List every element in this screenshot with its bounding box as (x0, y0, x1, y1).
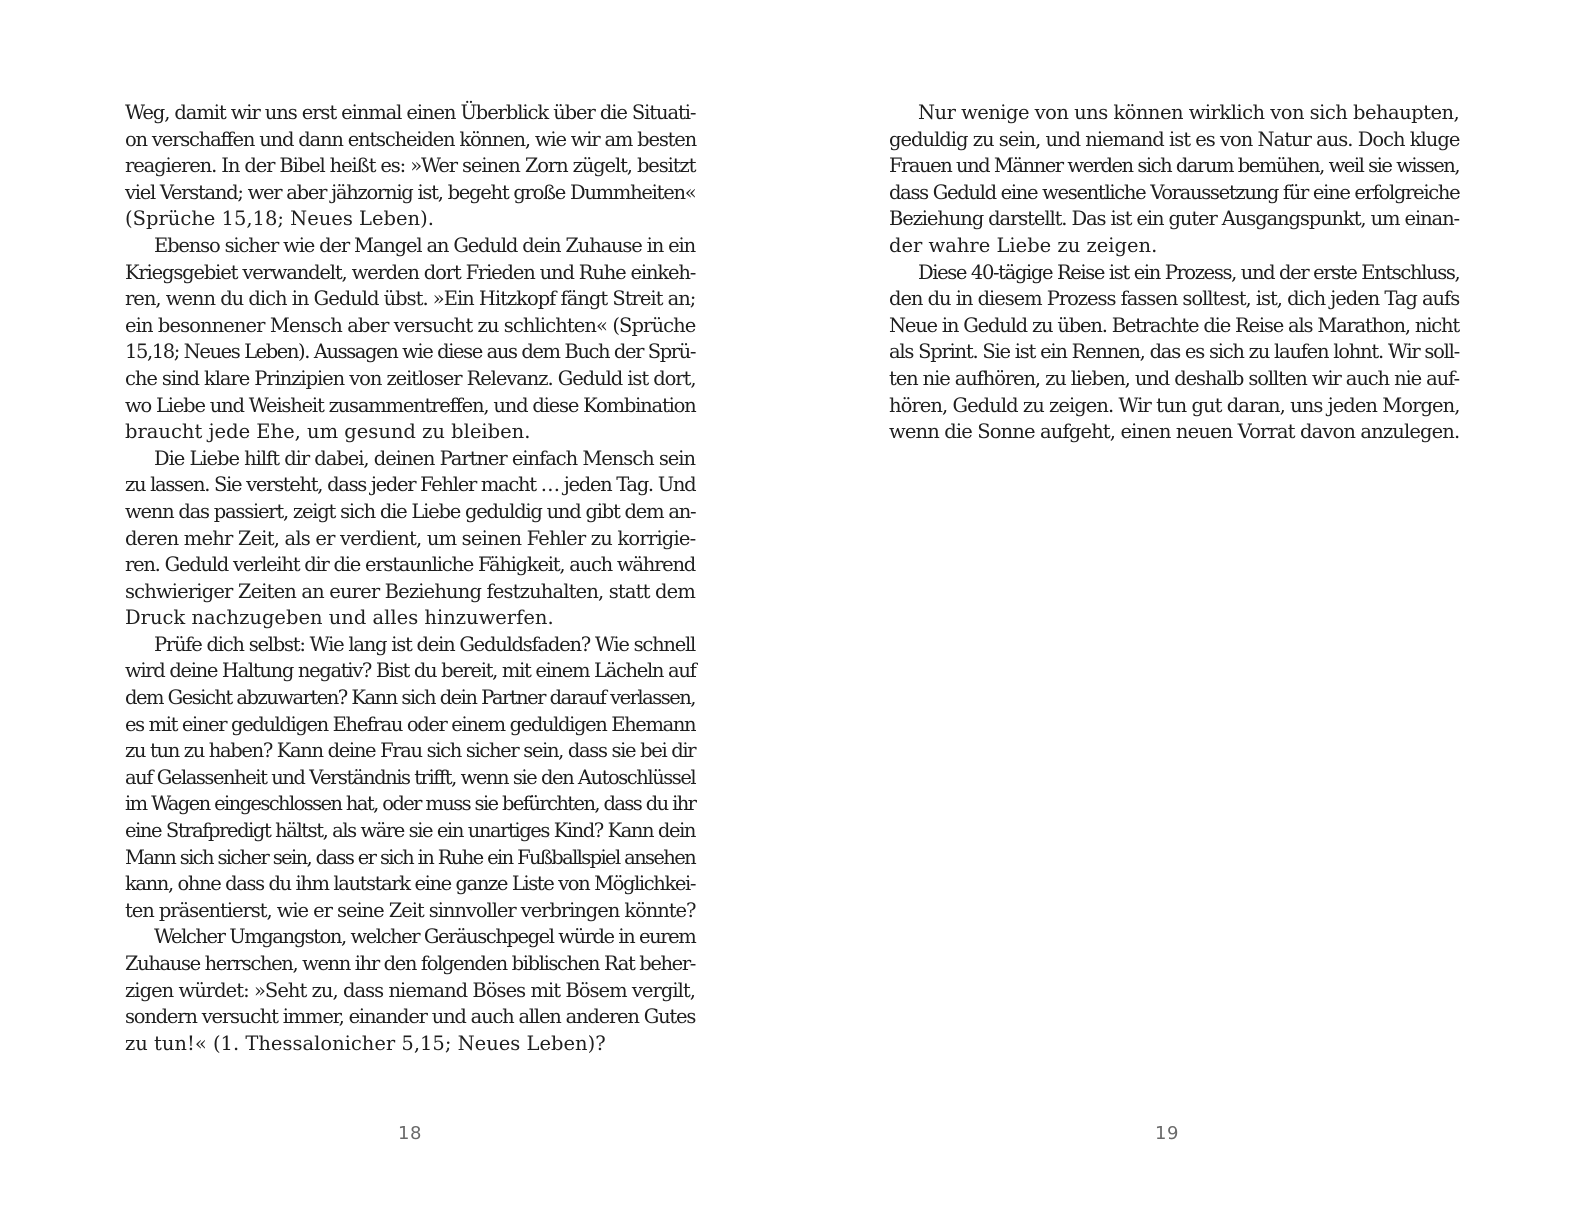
text-line: ten nie aufhören, zu lieben, und deshalb sollten wir auch nie auf- (889, 366, 1459, 390)
text-line: ten präsentierst, wie er seine Zeit sinnvoller verbringen könnte? (125, 898, 696, 922)
right-page (797, 0, 1594, 1211)
text-line: reagieren. In der Bibel heißt es: »Wer seinen Zorn zügelt, besitzt (125, 154, 696, 178)
text-line: auf Gelassenheit und Verständnis trifft, wenn sie den Autoschlüssel (125, 765, 696, 789)
text-line: hören, Geduld zu zeigen. Wir tun gut daran, uns jeden Morgen, (889, 393, 1460, 417)
text-line: Diese 40-tägige Reise ist ein Prozess, und der erste Entschluss, (918, 260, 1460, 284)
text-line: 15,18; Neues Leben). Aussagen wie diese aus dem Buch der Sprü- (125, 340, 695, 364)
text-line: dem Gesicht abzuwarten? Kann sich dein Partner darauf verlassen, (125, 686, 695, 710)
text-line: sondern versucht immer, einander und auch allen anderen Gutes (125, 1005, 696, 1029)
text-line: Prüfe dich selbst: Wie lang ist dein Geduldsfaden? Wie schnell (154, 632, 695, 656)
paragraph (125, 924, 695, 1057)
text-line: Frauen und Männer werden sich darum bemühen, weil sie wissen, (889, 154, 1460, 178)
text-line: Druck nachzugeben und alles hinzuwerfen. (125, 606, 554, 630)
text-line: als Sprint. Sie ist ein Rennen, das es sich zu laufen lohnt. Wir soll- (889, 340, 1459, 364)
text-line: Neue in Geduld zu üben. Betrachte die Reise als Marathon, nicht (889, 313, 1459, 337)
text-line: ren. Geduld verleiht dir die erstaunliche Fähigkeit, auch während (125, 553, 695, 577)
right-page-text (889, 100, 1459, 446)
text-line: wenn die Sonne aufgeht, einen neuen Vorrat davon anzulegen. (889, 420, 1460, 444)
text-line: den du in diesem Prozess fassen solltest, ist, dich jeden Tag aufs (889, 287, 1460, 311)
text-line: ren, wenn du dich in Geduld übst. »Ein Hitzkopf fängt Streit an; (125, 287, 696, 311)
text-line: Zuhause herrschen, wenn ihr den folgenden biblischen Rat beher- (125, 952, 695, 975)
text-line: zu tun zu haben? Kann deine Frau sich sicher sein, dass sie bei dir (125, 739, 696, 763)
text-line: dass Geduld eine wesentliche Voraussetzung für eine erfolgreiche (889, 180, 1460, 204)
text-line: (Sprüche 15,18; Neues Leben). (125, 207, 434, 231)
paragraph (889, 100, 1459, 260)
text-line: zigen würdet: »Seht zu, dass niemand Böses mit Bösem vergilt, (125, 978, 695, 1002)
text-line: geduldig zu sein, und niemand ist es von Natur aus. Doch kluge (889, 127, 1460, 151)
text-line: kann, ohne dass du ihm lautstark eine ganze Liste von Möglichkei- (125, 872, 696, 896)
page-number-right: 19 (1155, 1123, 1179, 1144)
text-line: es mit einer geduldigen Ehefrau oder einem geduldigen Ehemann (125, 712, 696, 736)
page-number-left: 18 (398, 1123, 422, 1144)
paragraph (125, 446, 695, 632)
text-line: viel Verstand; wer aber jähzornig ist, begeht große Dummheiten« (125, 180, 696, 204)
paragraph (125, 100, 695, 233)
paragraph (125, 233, 695, 446)
text-line: Welcher Umgangston, welcher Geräuschpegel würde in eurem (154, 925, 696, 949)
paragraph (889, 260, 1459, 446)
text-line: wenn das passiert, zeigt sich die Liebe geduldig und gibt dem an- (125, 499, 696, 523)
text-line: zu tun!« (1. Thessalonicher 5,15; Neues Leben)? (125, 1031, 606, 1055)
text-line: ein besonnener Mensch aber versucht zu schlichten« (Sprüche (125, 313, 696, 337)
text-line: Ebenso sicher wie der Mangel an Geduld dein Zuhause in ein (154, 233, 695, 257)
text-line: Kriegsgebiet verwandelt, werden dort Frieden und Ruhe einkeh- (125, 260, 696, 284)
text-line: eine Strafpredigt hältst, als wäre sie ein unartiges Kind? Kann dein (125, 819, 695, 843)
text-line: Weg, damit wir uns erst einmal einen Überblick über die Situati- (125, 101, 696, 124)
text-line: on verschaffen und dann entscheiden können, wie wir am besten (125, 127, 696, 151)
text-line: im Wagen eingeschlossen hat, oder muss sie befürchten, dass du ihr (125, 792, 696, 816)
text-line: Nur wenige von uns können wirklich von sich behaupten, (918, 101, 1460, 124)
text-line: braucht jede Ehe, um gesund zu bleiben. (125, 420, 531, 444)
text-line: Die Liebe hilft dir dabei, deinen Partner einfach Mensch sein (154, 446, 695, 470)
left-page-text (125, 100, 695, 1057)
text-line: Beziehung darstellt. Das ist ein guter Ausgangspunkt, um einan- (889, 207, 1459, 231)
text-line: schwieriger Zeiten an eurer Beziehung festzuhalten, statt dem (125, 579, 695, 603)
text-line: der wahre Liebe zu zeigen. (889, 233, 1158, 257)
text-line: che sind klare Prinzipien von zeitloser Relevanz. Geduld ist dort, (125, 366, 696, 390)
text-line: deren mehr Zeit, als er verdient, um seinen Fehler zu korrigie- (125, 526, 696, 550)
text-line: Mann sich sicher sein, dass er sich in Ruhe ein Fußballspiel ansehen (125, 845, 695, 869)
text-line: zu lassen. Sie versteht, dass jeder Fehler macht … jeden Tag. Und (125, 473, 696, 497)
paragraph (125, 632, 695, 925)
text-line: wird deine Haltung negativ? Bist du bereit, mit einem Lächeln auf (125, 659, 696, 683)
text-line: wo Liebe und Weisheit zusammentreffen, und diese Kombination (125, 393, 696, 417)
